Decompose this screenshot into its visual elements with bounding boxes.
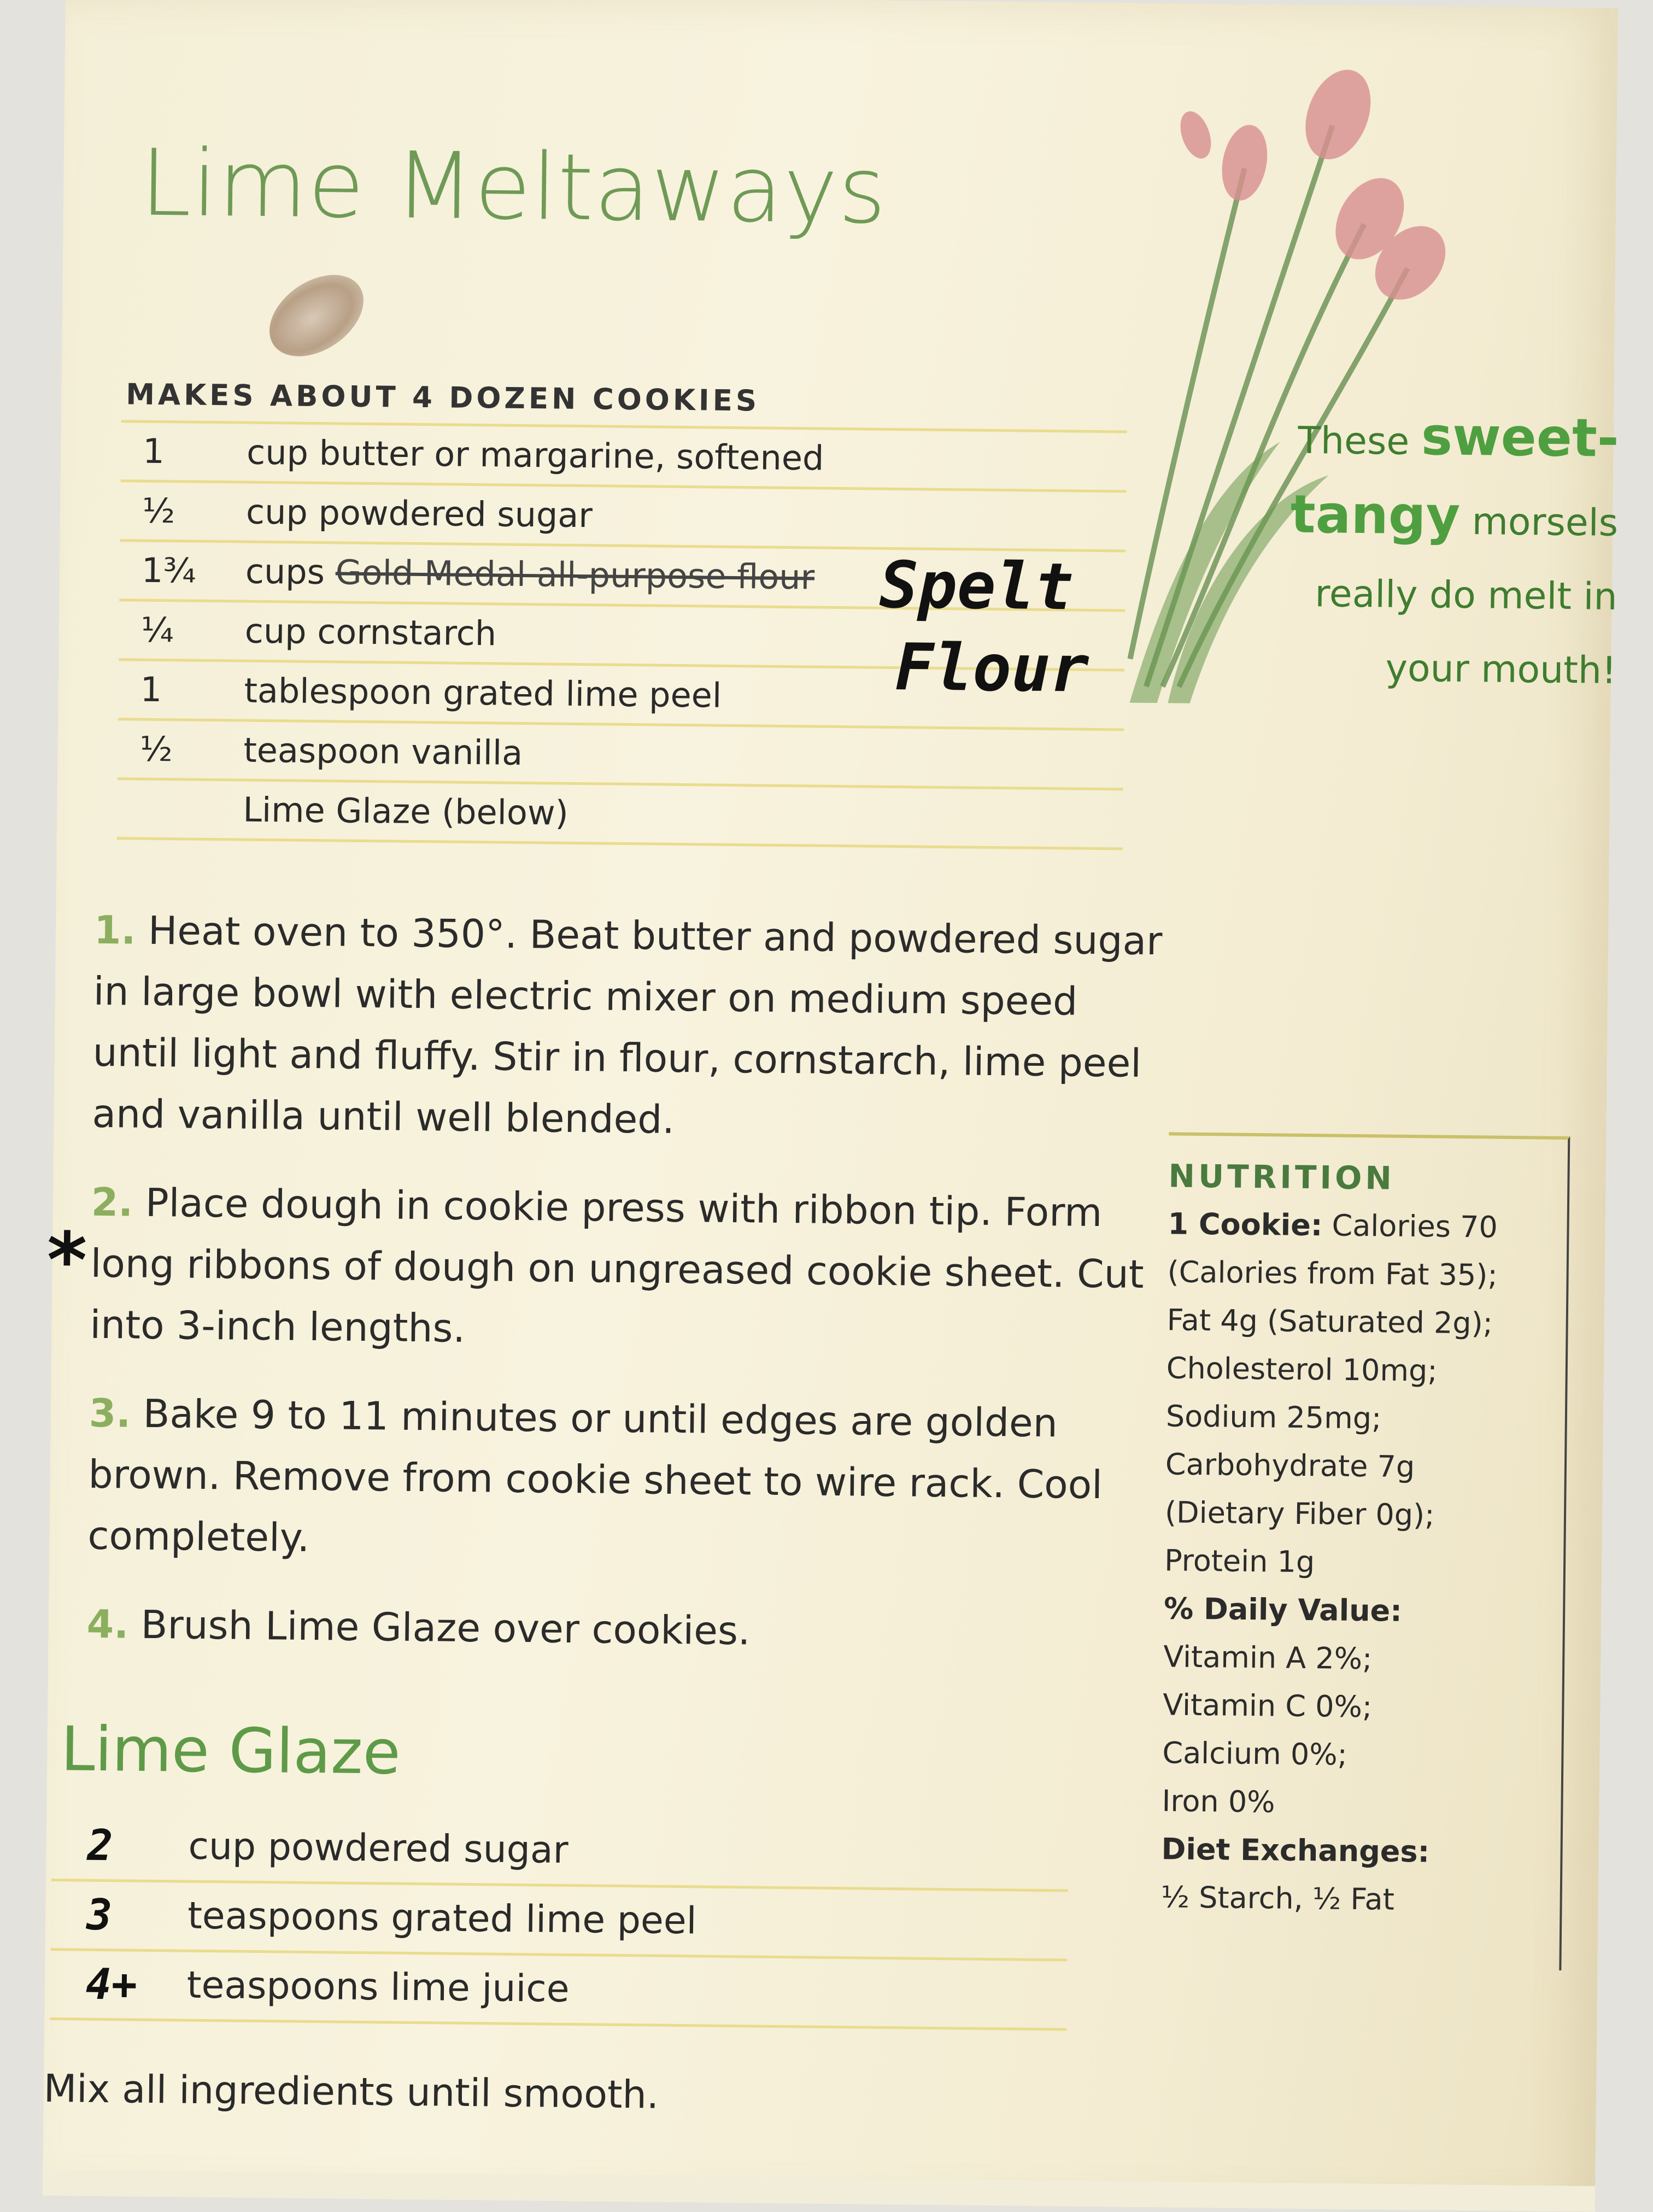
tagline-line1: [1181, 397, 1619, 481]
daily-value-line: Calcium 0%;: [1162, 1735, 1348, 1772]
glaze-ingredient-text: teaspoons grated lime peel: [187, 1894, 697, 1943]
nutrition-box: [1160, 1132, 1570, 1970]
ingredient-text-prefix: cups: [245, 551, 336, 592]
step-text: Brush Lime Glaze over cookies.: [128, 1601, 751, 1654]
nutrition-line: Sodium 25mg;: [1165, 1399, 1382, 1436]
direction-step: [87, 1383, 1160, 1578]
ingredient-text-flour: [245, 543, 814, 606]
ingredient-row: [117, 777, 1123, 850]
nutrition-line: Cholesterol 10mg;: [1166, 1351, 1438, 1388]
ingredient-qty: 1: [142, 431, 165, 472]
handwritten-asterisk: *: [46, 1216, 87, 1306]
step-number: 1.: [93, 907, 136, 953]
crossed-out-flour: Gold Medal all-purpose flour: [335, 552, 815, 597]
glaze-ingredient-text: cup powdered sugar: [188, 1824, 568, 1872]
tagline-line2: [1180, 477, 1618, 560]
nutrition-line: Protein 1g: [1164, 1543, 1315, 1580]
glaze-ingredient-row: [50, 1951, 1067, 2031]
daily-value-line: Vitamin A 2%;: [1163, 1639, 1373, 1676]
glaze-ingredient-text: teaspoons lime juice: [186, 1963, 570, 2011]
tagline-line3: really do melt in: [1315, 572, 1618, 619]
ingredient-text: teaspoon vanilla: [243, 730, 523, 773]
page-bottom-edge: [43, 2170, 1595, 2212]
tagline: [1179, 397, 1620, 708]
ingredient-row: [118, 718, 1124, 788]
ingredient-text: Lime Glaze (below): [243, 789, 569, 833]
step-number: 3.: [89, 1390, 131, 1436]
nutrition-line: [1168, 1200, 1567, 1252]
tagline-emphasis: sweet-: [1421, 406, 1620, 469]
glaze-qty-handwritten: 2: [87, 1821, 114, 1871]
direction-step: [90, 1172, 1163, 1367]
recipe-yield: MAKES ABOUT 4 DOZEN COOKIES: [126, 378, 760, 418]
ingredient-qty: ¼: [140, 609, 174, 650]
recipe-title: Lime Meltaways: [139, 129, 888, 244]
step-number: 2.: [91, 1179, 133, 1225]
direction-step: [86, 1594, 1158, 1667]
glaze-instruction: Mix all ingredients until smooth.: [43, 2066, 659, 2117]
glaze-title: Lime Glaze: [60, 1714, 401, 1788]
nutrition-line: (Dietary Fiber 0g);: [1164, 1495, 1435, 1533]
directions: [86, 900, 1166, 1693]
nutrition-heading: NUTRITION: [1168, 1157, 1396, 1197]
glaze-qty-handwritten: 3: [86, 1890, 113, 1940]
ingredient-text: tablespoon grated lime peel: [244, 670, 722, 715]
handwritten-flour: Flour: [894, 629, 1090, 707]
ingredient-qty: 1¾: [141, 550, 196, 591]
ingredient-qty: ½: [142, 490, 175, 531]
step-text: Bake 9 to 11 minutes or until edges are golden brown. Remove from cookie sheet to wire rack. Cool completely.: [87, 1390, 1103, 1560]
glaze-ingredient-row: [51, 1812, 1069, 1892]
serving-label: 1 Cookie:: [1168, 1206, 1323, 1243]
tagline-text: These: [1298, 419, 1422, 464]
ingredient-text: cup powdered sugar: [245, 491, 593, 536]
ingredient-text: cup cornstarch: [244, 611, 497, 654]
nutrition-line: (Calories from Fat 35);: [1167, 1254, 1498, 1293]
step-number: 4.: [86, 1601, 129, 1647]
handwritten-spelt: Spelt: [879, 547, 1074, 625]
tagline-emphasis: tangy: [1290, 483, 1461, 547]
ingredient-row: [121, 420, 1127, 490]
step-text: Heat oven to 350°. Beat butter and powdered sugar in large bowl with electric mixer on medium speed until light and fluffy. Stir in flour, cornstarch, lime peel and vanilla until well blended.: [92, 907, 1163, 1142]
ingredient-qty: 1: [140, 669, 162, 710]
glaze-ingredient-row: [51, 1881, 1068, 1961]
daily-value-line: Iron 0%: [1162, 1783, 1275, 1820]
recipe-page: [43, 0, 1618, 2212]
ingredient-row: [120, 479, 1127, 549]
nutrition-line: Carbohydrate 7g: [1165, 1447, 1415, 1485]
calories: Calories 70: [1322, 1208, 1498, 1245]
glaze-ingredient-list: [50, 1812, 1069, 2031]
daily-value-heading: % Daily Value:: [1163, 1591, 1403, 1628]
exchanges-line: ½ Starch, ½ Fat: [1160, 1880, 1395, 1917]
direction-step: [92, 900, 1166, 1156]
food-stain: [254, 258, 378, 373]
ingredient-qty: ½: [139, 729, 173, 770]
daily-value-line: Vitamin C 0%;: [1163, 1687, 1373, 1724]
tagline-line4: your mouth!: [1385, 647, 1617, 693]
tagline-text: morsels: [1459, 500, 1619, 545]
nutrition-line: Fat 4g (Saturated 2g);: [1167, 1302, 1493, 1341]
ingredient-qty: [118, 780, 221, 781]
glaze-qty-handwritten: 4+: [85, 1959, 138, 2010]
exchanges-heading: Diet Exchanges:: [1161, 1832, 1430, 1869]
step-text: Place dough in cookie press with ribbon tip. Form long ribbons of dough on ungreased cookie sheet. Cut into 3-inch lengths.: [90, 1180, 1145, 1351]
ingredient-text: cup butter or margarine, softened: [246, 432, 824, 478]
